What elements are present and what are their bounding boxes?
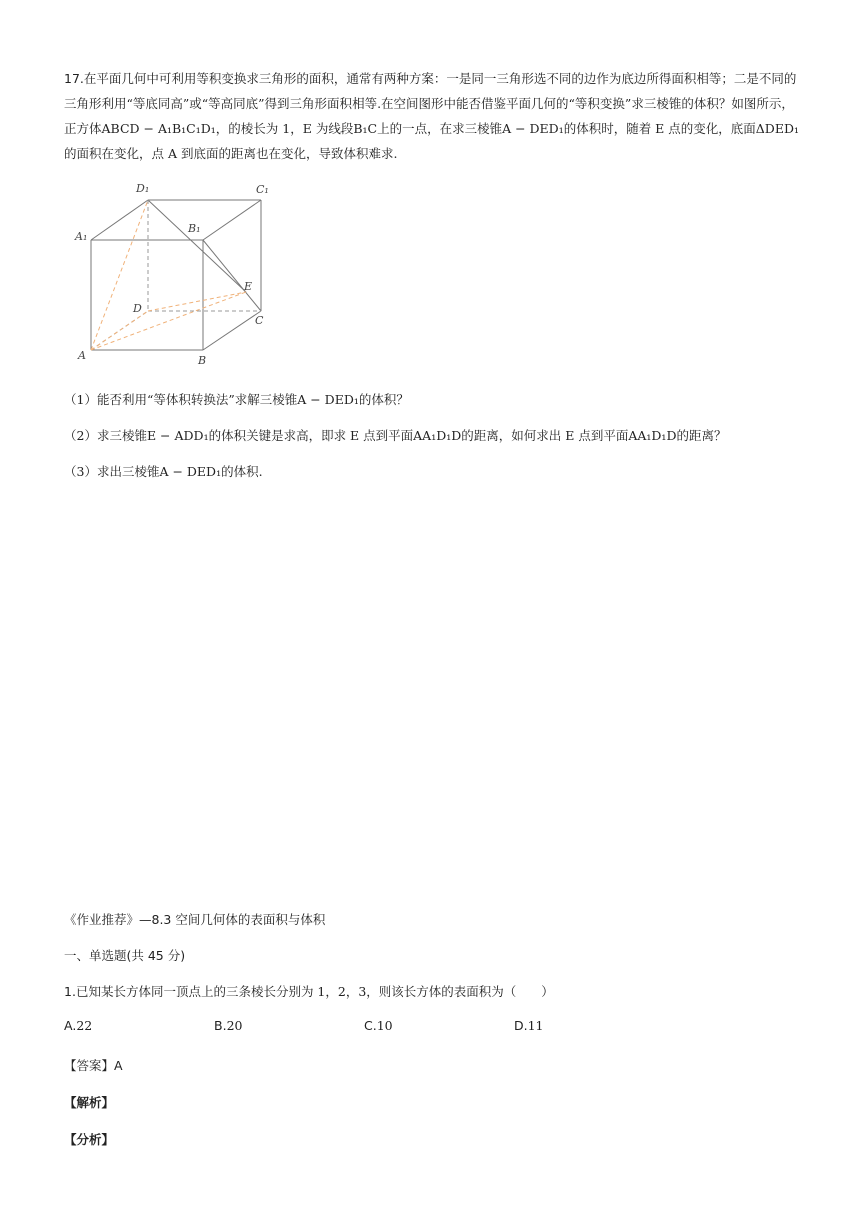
problem-17-text xyxy=(64,66,804,166)
tetrahedron-edges xyxy=(91,200,246,350)
label-A1: A₁ xyxy=(75,230,88,243)
option-b: B.20 xyxy=(214,1018,243,1033)
sub-question-2: （2）求三棱锥E − ADD₁的体积关键是求高，即求 E 点到平面AA₁D₁D的距离，如何求出 E 点到平面AA₁D₁D的距离？ xyxy=(64,428,727,443)
section-heading: 一、单选题(共 45 分) xyxy=(64,948,186,963)
label-E: E xyxy=(244,280,253,293)
homework-title: 《作业推荐》—8.3 空间几何体的表面积与体积 xyxy=(64,912,326,927)
label-C1: C₁ xyxy=(256,183,269,196)
question-1-text: 已知某长方体同一顶点上的三条棱长分别为 1，2，3，则该长方体的表面积为（ ） xyxy=(75,984,554,999)
label-D1: D₁ xyxy=(136,182,150,195)
label-D: D xyxy=(133,302,142,315)
label-B: B xyxy=(198,354,207,367)
option-c: C.10 xyxy=(364,1018,393,1033)
fenxi-label: 【分析】 xyxy=(64,1132,115,1147)
question-1 xyxy=(64,982,554,1000)
label-A: A xyxy=(78,349,86,362)
label-C: C xyxy=(255,314,264,327)
cube-figure xyxy=(72,178,282,368)
option-a: A.22 xyxy=(64,1018,93,1033)
question-1-number: 1. xyxy=(64,984,76,999)
label-B1: B₁ xyxy=(188,222,201,235)
cube-solid-edges xyxy=(91,200,261,350)
problem-number: 17. xyxy=(64,71,84,86)
sub-question-1: （1）能否利用“等体积转换法”求解三棱锥A − DED₁的体积？ xyxy=(64,392,409,407)
answer-label: 【答案】A xyxy=(64,1058,123,1073)
analysis-label: 【解析】 xyxy=(64,1095,115,1110)
option-d: D.11 xyxy=(514,1018,544,1033)
sub-question-3: （3）求出三棱锥A − DED₁的体积. xyxy=(64,464,263,479)
problem-body: 在平面几何中可利用等积变换求三角形的面积，通常有两种方案：一是同一三角形选不同的边作为底边所得面积相等；二是不同的三角形利用“等底同高”或“等高同底”得到三角形面积相等.在空间图形中能否借鉴平面几何的“等积变换”求三棱锥的体积？如图所示，正方体ABCD − A₁B₁C₁D₁，的棱长为 1，E 为线段B₁C上的一点，在求三棱锥A − DED₁的体积时，随着 E 点的变化，底面ΔDED₁的面积在变化，点 A 到底面的距离也在变化，导致体积难求. xyxy=(64,71,799,161)
